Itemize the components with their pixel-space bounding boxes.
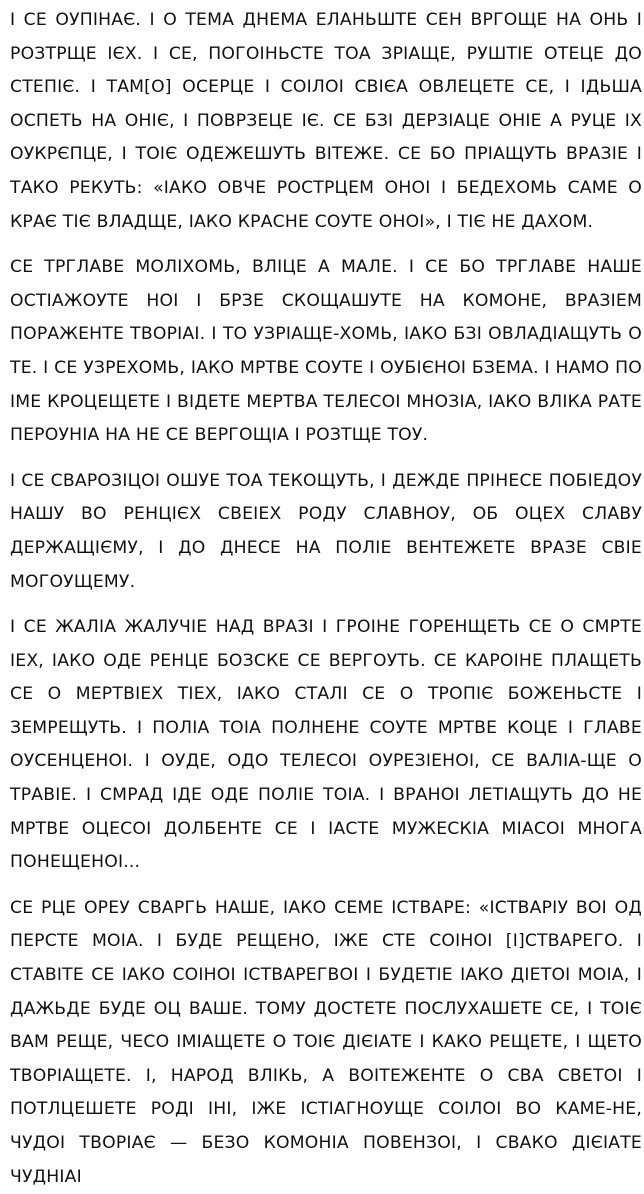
paragraph-2: СЕ ТРГЛАВЕ МОЛІХОМЬ, ВЛІЦЕ А МАЛЕ. І СЕ БО ТРГЛАВЕ НАШЕ ОСТІАЖОУТЕ НОІ І БРЗЕ СКОЩАШУТЕ НА КОМОНЕ, ВРАЗІЕМ ПОРАЖЕНТЕ ТВОРІАІ. І ТО УЗРІАЩЕ-ХОМЬ, ІАКО БЗІ ОВЛАДІАЩУТЬ О ТЕ. І СЕ УЗРЕХОМЬ, ІАКО МРТВЕ СОУТЕ І ОУБІЄНОІ БЗЕМА. І НАМО ПО ІМЕ КРОЦЕЩЕТЕ І ВІДЕТЕ МЕРТВА ТЕЛЕСОІ МНОЗІА, ІАКО ВЛІКА РАТЕ ПЕРОУНІА НА НЕ СЕ ВЕРГОЩІА І РОЗТЩЕ ТОУ. [10, 257, 642, 446]
document-page [10, 4, 642, 1194]
paragraph-4: І СЕ ЖАЛІА ЖАЛУЧІЕ НАД ВРАЗІ І ГРОІНЕ ГОРЕНЩЕТЬ СЕ О СМРТЕ ІЕХ, ІАКО ОДЕ РЕНЦЕ БОЗСКЕ СЕ ВЕРГОУТЬ. СЕ КАРОІНЕ ПЛАЩЕТЬ СЕ О МЕРТВІЕХ ТІЕХ, ІАКО СТАЛІ СЕ О ТРОПІЄ БОЖЕНЬСТЕ І ЗЕМРЕЩУТЬ. І ПОЛІА ТОІА ПОЛНЕНЕ СОУТЕ МРТВЕ КОЦЕ І ГЛАВЕ ОУСЕНЦЕНОІ. І ОУДЕ, ОДО ТЕЛЕСОІ ОУРЕЗІЕНОІ, СЕ ВАЛІА-ЩЕ О ТРАВІЕ. І СМРАД ІДЕ ОДЕ ПОЛІЕ ТОІА. І ВРАНОІ ЛЕТІАЩУТЬ ДО НЕ МРТВЕ ОЦЕСОІ ДОЛБЕНТЕ СЕ І ІАСТЕ МУЖЕСКІА МІАСОІ МНОГА ПОНЕЩЕНОІ... [10, 617, 642, 873]
paragraph-3: І СЕ СВАРОЗІЦОІ ОШУЕ ТОА ТЕКОЩУТЬ, І ДЕЖДЕ ПРІНЕСЕ ПОБІЕДОУ НАШУ ВО РЕНЦІЄХ СВЕІЕХ РОДУ СЛАВНОУ, ОБ ОЦЕХ СЛАВУ ДЕРЖАЩІЄМУ, І ДО ДНЕСЕ НА ПОЛІЕ ВЕНТЕЖЕТЕ ВРАЗЕ СВІЕ МОГОУЩЕМУ. [10, 470, 642, 592]
paragraph-5: СЕ РЦЕ ОРЕУ СВАРГЬ НАШЕ, ІАКО СЕМЕ ІСТВАРЕ: «ІСТВАРІУ ВОІ ОД ПЕРСТЕ МОІА. І БУДЕ РЕЩЕНО, ІЖЕ СТЕ СОІНОІ [І]СТВАРЕГО. І СТАВІТЕ СЕ ІАКО СОІНОІ ІСТВАРЕГВОІ І БУДЕТІЕ ІАКО ДІЕТОІ МОІА, І ДАЖЬДЕ БУДЕ ОЦ ВАШЕ. ТОМУ ДОСТЕТЕ ПОСЛУХАШЕТЕ СЕ, І ТОІЄ ВАМ РЕЩЕ, ЧЕСО ІМІАЩЕТЕ О ТОІЄ ДІЄІАТЕ І КАКО РЕЩЕТЕ, І ЩЕТО ТВОРІАЩЕТЕ. І, НАРОД ВЛІКЬ, А ВОІТЕЖЕНТЕ О СВА СВЕТОІ І ПОТЛЦЕШЕТЕ РОДІ ІНІ, ІЖЕ ІСТІАГНОУЩЕ СОІЛОІ ВО КАМЕ-НЕ, ЧУДОІ ТВОРІАЄ — БЕЗО КОМОНІА ПОВЕНЗОІ, І СВАКО ДІЄІАТЕ ЧУДНІАІ [10, 897, 642, 1187]
paragraph-1: І СЕ ОУПІНАЄ. І О ТЕМА ДНЕМА ЕЛАНЬШТЕ СЕН ВРГОЩЕ НА ОНЬ І РОЗТРЩЕ ІЄХ. І СЕ, ПОГОІНЬСТЕ ТОА ЗРІАЩЕ, РУШТІЕ ОТЕЦЕ ДО СТЕПІЄ. І ТАМ[О] ОСЕРЦЕ І СОІЛОІ СВІЄА ОВЛЕЦЕТЕ СЕ, І ІДЬША ОСПЕТЬ НА ОНІЄ, І ПОВРЗЕЦЕ ІЄ. СЕ БЗІ ДЕРЗІАЦЕ ОНІЕ А РУЦЕ ІХ ОУКРЄПЦЕ, І ТОІЄ ОДЕЖЕШУТЬ ВІТЕЖЕ. СЕ БО ПРІАЩУТЬ ВРАЗІЕ І ТАКО РЕКУТЬ: «ІАКО ОВЧЕ РОСТРЦЕМ ОНОІ І БЕДЕХОМЬ САМЕ О КРАЄ ТІЄ ВЛАДЩЕ, ІАКО КРАСНЕ СОУТЕ ОНОІ», І ТІЄ НЕ ДАХОМ. [10, 10, 642, 232]
